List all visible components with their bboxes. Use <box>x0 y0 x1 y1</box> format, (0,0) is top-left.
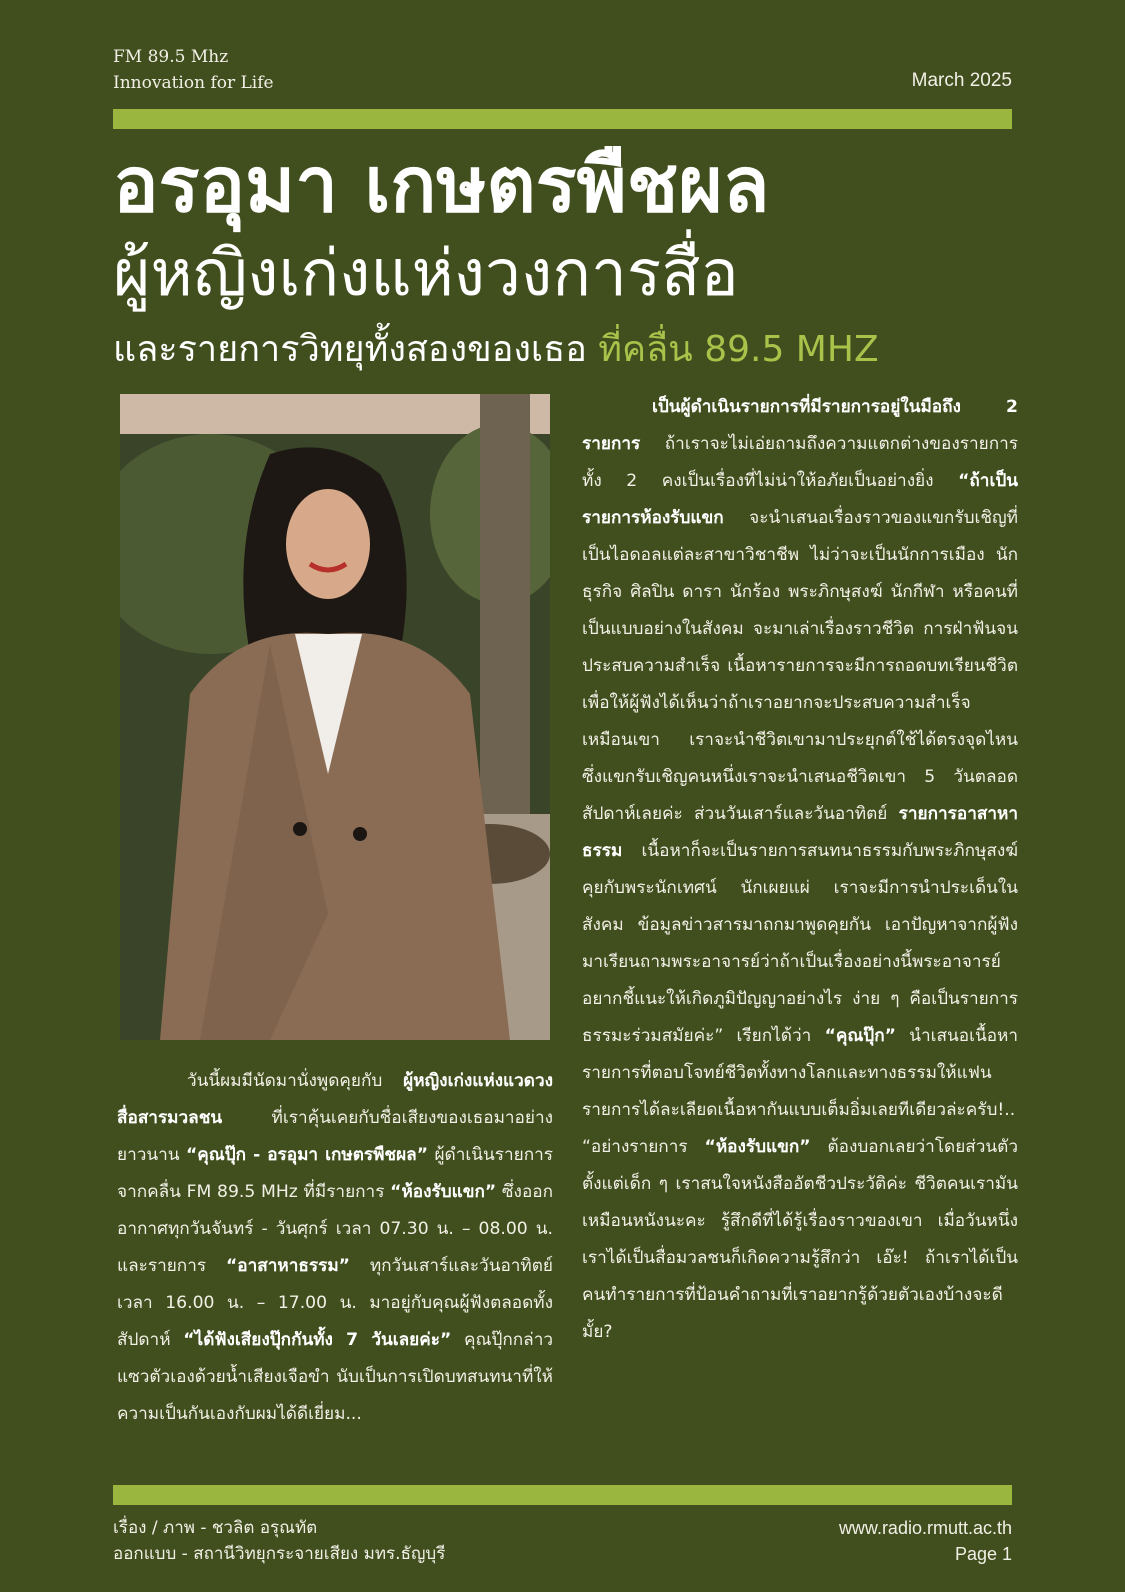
headline-line3-main: และรายการวิทยุทั้งสองของเธอ <box>113 329 587 370</box>
article-paragraph <box>582 1129 1018 1351</box>
footer-info <box>839 1515 1012 1567</box>
station-tagline: Innovation for Life <box>113 73 274 93</box>
body-text: ต้องบอกเลยว่าโดยส่วนตัวตั้งแต่เด็ก ๆ เราสนใจหนังสืออัตชีวประวัติค่ะ ชีวิตคนเรามันเหมือนหนังนะคะ รู้สึกดีที่ได้รู้เรื่องราวของเขา เมื่อวันหนึ่งเราได้เป็นสื่อมวลชนก็เกิดความรู้สึกว่า เอ๊ะ! ถ้าเราได้เป็นคนทำรายการที่ป้อนคำถามที่เราอยากรู้ด้วยตัวเองบ้างจะดีมั้ย? <box>582 1137 1018 1342</box>
article-paragraph <box>117 1063 553 1433</box>
body-text: จะนำเสนอเรื่องราวของแขกรับเชิญที่เป็นไอดอลแต่ละสาขาวิชาชีพ ไม่ว่าจะเป็นนักการเมือง นักธุรกิจ ศิลปิน ดารา นักร้อง พระภิกษุสงฆ์ นักกีฬา หรือคนที่เป็นแบบอย่างในสังคม จะมาเล่าเรื่องราวชีวิต การฝ่าฟันจนประสบความสำเร็จ เนื้อหารายการจะมีการถอดบทเรียนชีวิตเพื่อให้ผู้ฟังได้เห็นว่าถ้าเราอยากจะประสบความสำเร็จเหมือนเขา เราจะนำชีวิตเขามาประยุกต์ใช้ได้ตรงจุดไหน ซึ่งแขกรับเชิญคนหนึ่งเราจะนำเสนอชีวิตเขา 5 วันตลอดสัปดาห์เลยค่ะ ส่วนวันเสาร์และวันอาทิตย์ <box>582 508 1018 824</box>
article-column-left <box>117 1063 553 1433</box>
emphasis-text: “อาสาหาธรรม” <box>225 1256 350 1276</box>
credit-story-photo: เรื่อง / ภาพ - ชวลิต อรุณทัต <box>113 1518 318 1538</box>
credit-design: ออกแบบ - สถานีวิทยุกระจายเสียง มทร.ธัญบุรี <box>113 1544 446 1564</box>
website-link[interactable]: www.radio.rmutt.ac.th <box>838 1518 1012 1538</box>
body-text: วันนี้ผมมีนัดมานั่งพูดคุยกับ <box>187 1071 404 1091</box>
emphasis-text: “ได้ฟังเสียงปุ๊กกันทั้ง 7 วันเลยค่ะ” <box>183 1330 452 1350</box>
portrait-illustration <box>120 394 550 1040</box>
emphasis-text: “ห้องรับแขก” <box>704 1137 811 1157</box>
emphasis-text: “คุณปุ๊ก - อรอุมา เกษตรพืชผล” <box>186 1145 428 1165</box>
article-paragraph <box>582 389 1018 1129</box>
body-text: ที่เราคุ้นเคยกับชื่อเสียงของเธอมาอย่างยาวนาน <box>117 1108 553 1165</box>
body-text: ซึ่งออกอากาศทุกวันจันทร์ - วันศุกร์ เวลา 07.30 น. – 08.00 น. และรายการ <box>117 1182 553 1276</box>
body-text: เนื้อหาก็จะเป็นรายการสนทนาธรรมกับพระภิกษุสงฆ์ คุยกับพระนักเทศน์ นักเผยแผ่ เราจะมีการนำประเด็นในสังคม ข้อมูลข่าวสารมาถกมาพูดคุยกัน เอาปัญหาจากผู้ฟังมาเรียนถามพระอาจารย์ว่าถ้าเป็นเรื่องอย่างนี้พระอาจารย์อยากชี้แนะให้เกิดภูมิปัญญาอย่างไร ง่าย ๆ คือเป็นรายการธรรมะร่วมสมัยค่ะ” เรียกได้ว่า <box>582 841 1018 1046</box>
headline-subtitle: ผู้หญิงเก่งแห่งวงการสื่อ <box>113 237 739 311</box>
emphasis-text: เป็นผู้ดำเนินรายการที่มีรายการอยู่ในมือถึง 2 รายการ <box>582 397 1018 454</box>
emphasis-text: ผู้หญิงเก่งแห่งแวดวงสื่อสารมวลชน <box>117 1071 553 1128</box>
body-text: ทุกวันเสาร์และวันอาทิตย์ เวลา 16.00 น. – 17.00 น. มาอยู่กับคุณผู้ฟังตลอดทั้งสัปดาห์ <box>117 1256 553 1350</box>
body-text: ถ้าเราจะไม่เอ่ยถามถึงความแตกต่างของรายการทั้ง 2 คงเป็นเรื่องที่ไม่น่าให้อภัยเป็นอย่างยิ่ง <box>582 434 1018 491</box>
issue-date: March 2025 <box>911 70 1012 91</box>
emphasis-text: “ห้องรับแขก” <box>390 1182 497 1202</box>
page-number: Page 1 <box>954 1544 1012 1564</box>
article-column-right <box>582 389 1018 1351</box>
headline-frequency: ที่คลื่น 89.5 MHZ <box>598 329 879 370</box>
body-text: “อย่างรายการ <box>582 1137 705 1157</box>
emphasis-text: “คุณปุ๊ก” <box>824 1026 896 1046</box>
footer-credits <box>113 1515 445 1567</box>
body-text: ผู้ดำเนินรายการจากคลื่น FM 89.5 MHz ที่มีรายการ <box>117 1145 553 1202</box>
headline-name: อรอุมา เกษตรพืชผล <box>113 140 770 229</box>
emphasis-text: รายการอาสาหาธรรม <box>582 804 1018 861</box>
headline-line3 <box>113 324 879 376</box>
masthead <box>113 44 274 96</box>
bottom-accent-bar <box>113 1485 1012 1505</box>
body-text: คุณปุ๊กกล่าวแซวตัวเองด้วยน้ำเสียงเจือขำ นับเป็นการเปิดบทสนทนาที่ให้ความเป็นกันเองกับผมได้ดีเยี่ยม... <box>117 1330 553 1424</box>
body-text: นำเสนอเนื้อหารายการที่ตอบโจทย์ชีวิตทั้งทางโลกและทางธรรมให้แฟนรายการได้ละเลียดเนื้อหากันแบบเต็มอิ่มเลยทีเดียวล่ะครับ!.. <box>582 1026 1018 1120</box>
portrait-photo <box>120 394 550 1040</box>
emphasis-text: “ถ้าเป็นรายการห้องรับแขก <box>582 471 1018 528</box>
top-accent-bar <box>113 109 1012 129</box>
station-frequency: FM 89.5 Mhz <box>113 47 229 67</box>
